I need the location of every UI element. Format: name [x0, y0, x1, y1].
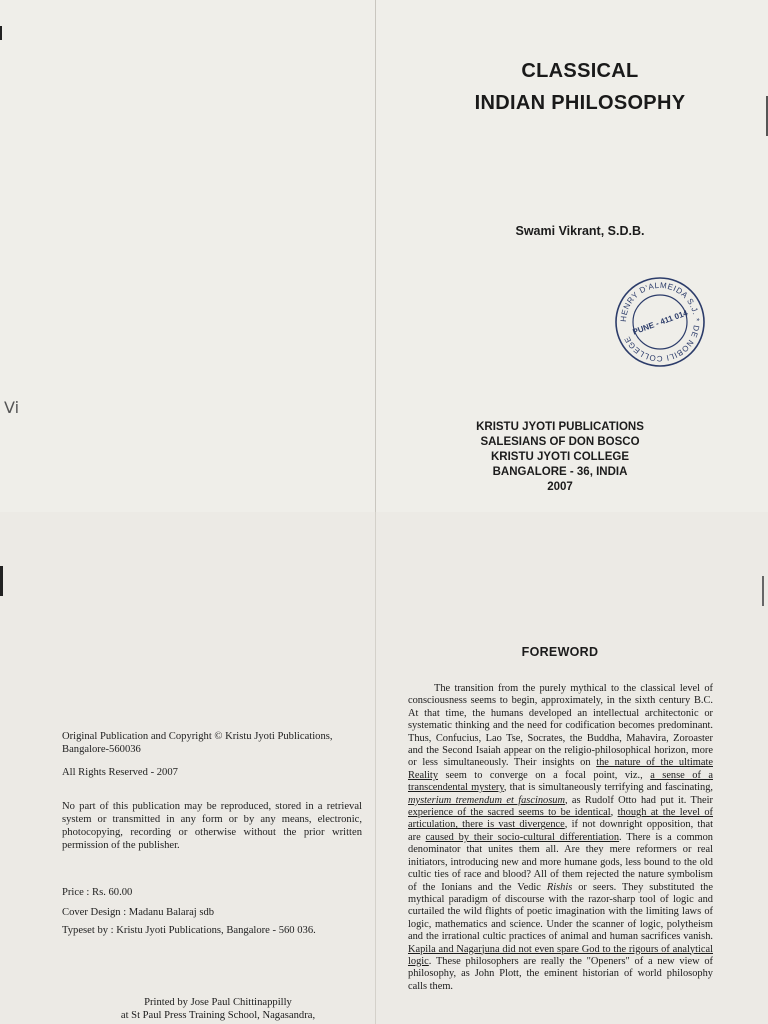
foreword-body	[408, 683, 713, 993]
reproduction-notice: No part of this publication may be reproduced, stored in a retrieval system or transmitted in any form or by any means, electronic, photocopying, recording or otherwise without the prior written permission of the publisher.	[62, 801, 362, 851]
printer-line-2: at St Paul Press Training School, Nagasandra,	[120, 1010, 316, 1021]
book-title-line-2: INDIAN PHILOSOPHY	[474, 92, 686, 114]
edge-mark	[0, 566, 3, 596]
publisher-line: SALESIANS OF DON BOSCO	[480, 436, 640, 448]
author-name: Swami Vikrant, S.D.B.	[515, 224, 645, 238]
edge-mark	[762, 576, 764, 606]
underlined-phrase: a sense of a transcendental mystery	[408, 769, 713, 794]
printer-line-1: Printed by Jose Paul Chittinappilly	[144, 997, 292, 1008]
stamp-center-text: PUNE - 411 014	[631, 308, 689, 337]
text-run: , as Rudolf Otto had put it. Their	[564, 794, 713, 806]
underlined-phrase: experience of the sacred seems to be identical	[408, 807, 611, 819]
text-run: , if not downright opposition, that are	[408, 819, 713, 843]
underlined-phrase: caused by their socio-cultural differentiation	[425, 831, 620, 843]
text-run: . These philosophers are really the "Openers" of a new view of philosophy, as John Plott, the eminent historian of world philosophy calls them.	[408, 955, 713, 992]
foreword-paragraph	[408, 683, 713, 993]
book-title-line-1: CLASSICAL	[521, 60, 639, 82]
publisher-line: KRISTU JYOTI COLLEGE	[490, 451, 629, 463]
original-publication-notice: Original Publication and Copyright © Kristu Jyoti Publications, Bangalore-560036	[62, 731, 333, 755]
text-run: or seers. They substituted the mythical paradigm of discourse with the razor-sharp tool of logic and curtailed the wild flights of poetic imagination with the limiting laws of logic, mathematics and science. Under the scanner of logic, polytheism and the irrational cultic practices of animal and human sacrifices vanish.	[408, 881, 713, 943]
printer-credit	[108, 996, 328, 1022]
rights-notice: All Rights Reserved - 2007	[62, 767, 178, 778]
italic-term: Rishis	[546, 881, 573, 893]
publisher-year: 2007	[547, 481, 573, 493]
text-run: . There is a common denominator that unites them all. Are they mere reformers or real initiators, introducing new and more humane gods, less bound to the old cultic ties of race and blood? All of them rejected the nature symbolism of the Ionians and the Vedic	[408, 831, 713, 893]
publisher-block	[430, 420, 690, 495]
text-run: seem to converge on a focal point, viz.,	[438, 769, 651, 781]
publisher-line: KRISTU JYOTI PUBLICATIONS	[476, 421, 644, 433]
text-run: ,	[610, 807, 618, 819]
cover-design-credit: Cover Design : Madanu Balaraj sdb	[62, 907, 215, 918]
text-run: , that is simultaneously terrifying and fascinating,	[503, 782, 713, 794]
typeset-credit: Typeset by : Kristu Jyoti Publications, Bangalore - 560 036.	[62, 925, 316, 936]
publisher-line: BANGALORE - 36, INDIA	[492, 466, 628, 478]
underlined-phrase: the nature of the ultimate Reality	[408, 757, 713, 781]
underlined-phrase: though at the level of articulation, there is vast divergence	[408, 807, 713, 831]
page-spine-line	[375, 0, 376, 512]
italic-latin-phrase: mysterium tremendum et fascinosum	[408, 794, 565, 806]
library-stamp	[614, 276, 706, 368]
price: Price : Rs. 60.00	[62, 887, 133, 898]
stamp-ring-text: HENRY D'ALMEIDA S.J. * DE NOBILI COLLEGE	[618, 280, 702, 364]
page-spine-line	[375, 512, 376, 1024]
foreword-heading: FOREWORD	[521, 645, 599, 659]
edge-mark	[0, 26, 2, 40]
underlined-phrase: Kapila and Nagarjuna did not even spare God to the rigours of analytical logic	[408, 943, 713, 967]
text-run: The transition from the purely mythical to the classical level of consciousness seems to begin, approximately, in the sixth century B.C. At that time, the humans developed an intellectual architectonic or systematic thinking and the need for codification becomes predominant. Thus, Confucius, Lao Tse, Socrates, the Buddha, Mahavira, Zoroaster and the Second Isaiah appear on the religio-philosophical horizon, more or less simultaneously. Their insights on	[408, 683, 713, 769]
margin-note: Vi	[4, 398, 20, 417]
